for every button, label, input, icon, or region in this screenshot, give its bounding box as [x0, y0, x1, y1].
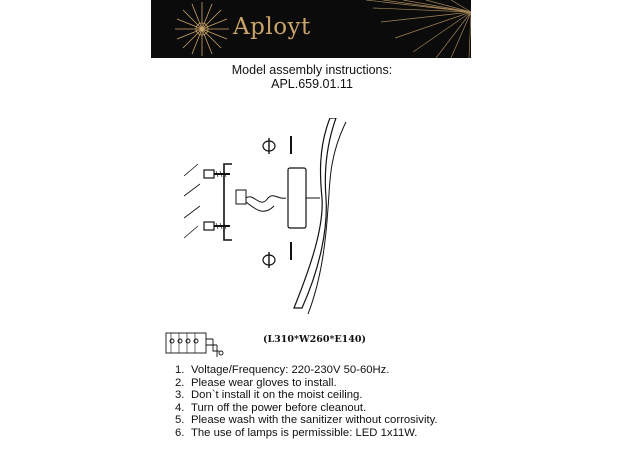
list-item: 1. Voltage/Frequency: 220-230V 50-60Hz.: [175, 364, 390, 376]
list-item: 4. Turn off the power before cleanout.: [175, 401, 367, 414]
dimensions-label: (L310*W260*E140): [263, 334, 367, 345]
instructions-list: [175, 364, 438, 440]
list-item: 6. The use of lamps is permissible: LED 1x11W.: [175, 426, 418, 439]
model-number: APL.659.01.11: [271, 77, 353, 91]
document-title: [0, 63, 624, 91]
list-item: 3. Don`t install it on the moist ceiling.: [175, 389, 363, 402]
brand-name: Aployt: [233, 14, 311, 40]
list-item: 2. Please wear gloves to install.: [175, 376, 337, 389]
brand-banner: [151, 0, 471, 58]
wiring-diagram-icon: [163, 331, 233, 361]
list-item: 5. Please wash with the sanitizer without corrosivity.: [175, 414, 438, 427]
title-line-1: Model assembly instructions:: [231, 63, 393, 77]
sunburst-logo-icon: [151, 0, 471, 58]
assembly-diagram: [170, 118, 390, 318]
